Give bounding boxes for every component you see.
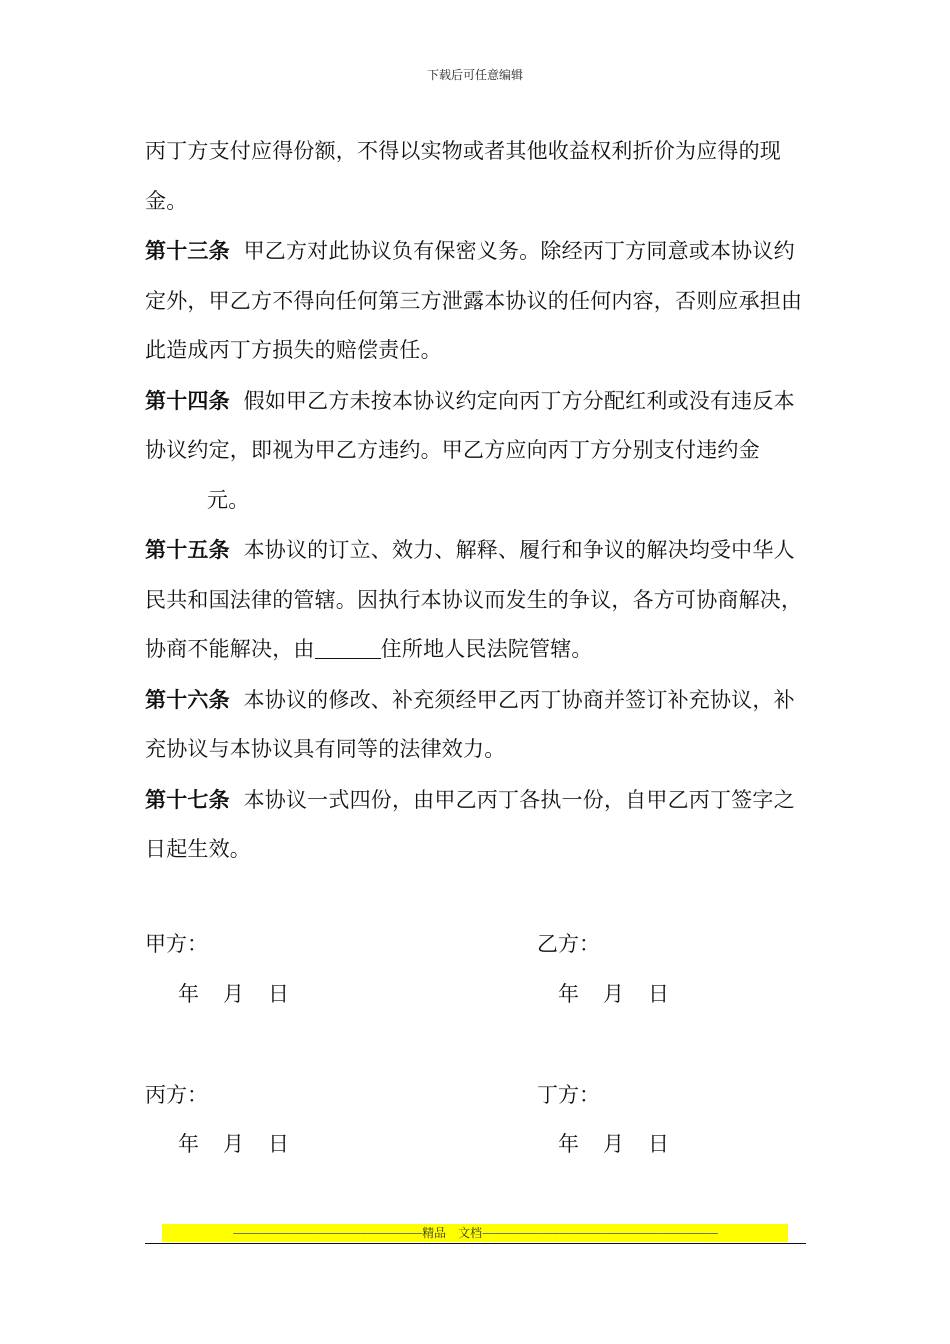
article-14 (145, 376, 810, 526)
party-d-date (558, 1134, 669, 1155)
party-b-date (558, 984, 669, 1005)
party-a-date (178, 984, 289, 1005)
footer-highlight-bar (162, 1224, 788, 1242)
month-label: 月 (223, 1132, 244, 1156)
party-a-label: 甲方： (145, 932, 208, 956)
article-16 (145, 675, 810, 775)
court-blank-field (315, 636, 381, 659)
paragraph-continuation (145, 127, 810, 226)
day-label: 日 (268, 982, 289, 1006)
year-label: 年 (178, 1132, 199, 1156)
article-13 (145, 226, 810, 376)
footer-label: 精品 文档 (422, 1226, 483, 1240)
document-body (145, 127, 810, 875)
party-c-date (178, 1134, 289, 1155)
party-d-label: 丁方： (537, 1083, 600, 1107)
year-label: 年 (558, 1132, 579, 1156)
month-label: 月 (603, 982, 624, 1006)
article-text: 本协议一式四份，由甲乙丙丁各执一份，自甲乙丙丁签字之日起生效。 (145, 787, 795, 861)
footer-rule (145, 1243, 806, 1244)
article-17 (145, 775, 810, 875)
article-text: 本协议的修改、补充须经甲乙丙丁协商并签订补充协议，补充协议与本协议具有同等的法律效力。 (145, 687, 795, 761)
day-label: 日 (648, 1132, 669, 1156)
article-text: 本协议的订立、效力、解释、履行和争议的解决均受中华人民共和国法律的管辖。因执行本协议而发生的争议，各方可协商解决，协商不能解决，由 (145, 538, 803, 661)
article-text-tail: 元。 (207, 487, 250, 512)
party-c-label: 丙方： (145, 1083, 208, 1107)
article-heading: 第十五条 (145, 537, 230, 562)
article-text: 甲乙方对此协议负有保密义务。除经丙丁方同意或本协议约定外，甲乙方不得向任何第三方泄露本协议的任何内容，否则应承担由此造成丙丁方损失的赔偿责任。 (145, 239, 803, 362)
year-label: 年 (558, 982, 579, 1006)
year-label: 年 (178, 982, 199, 1006)
article-heading: 第十四条 (145, 387, 230, 413)
article-heading: 第十六条 (145, 686, 230, 712)
article-text-tail: 住所地人民法院管辖。 (380, 637, 593, 661)
month-label: 月 (223, 982, 244, 1006)
article-heading: 第十三条 (145, 238, 230, 263)
day-label: 日 (268, 1132, 289, 1156)
day-label: 日 (648, 982, 669, 1006)
footer-dashes-right: ----------------------------------------------------------------------------- (482, 1226, 718, 1240)
page-header: 下载后可任意编辑 (426, 68, 523, 82)
article-heading: 第十七条 (145, 786, 230, 812)
article-15 (145, 525, 810, 675)
month-label: 月 (603, 1132, 624, 1156)
footer-dashes-left: -------------------------------------------------------------- (232, 1226, 423, 1240)
party-b-label: 乙方： (537, 932, 600, 956)
article-text: 假如甲乙方未按本协议约定向丙丁方分配红利或没有违反本协议约定，即视为甲乙方违约。甲乙方应向丙丁方分别支付违约金 (145, 388, 795, 462)
paragraph-text: 丙丁方支付应得份额，不得以实物或者其他收益权利折价为应得的现金。 (145, 139, 781, 213)
